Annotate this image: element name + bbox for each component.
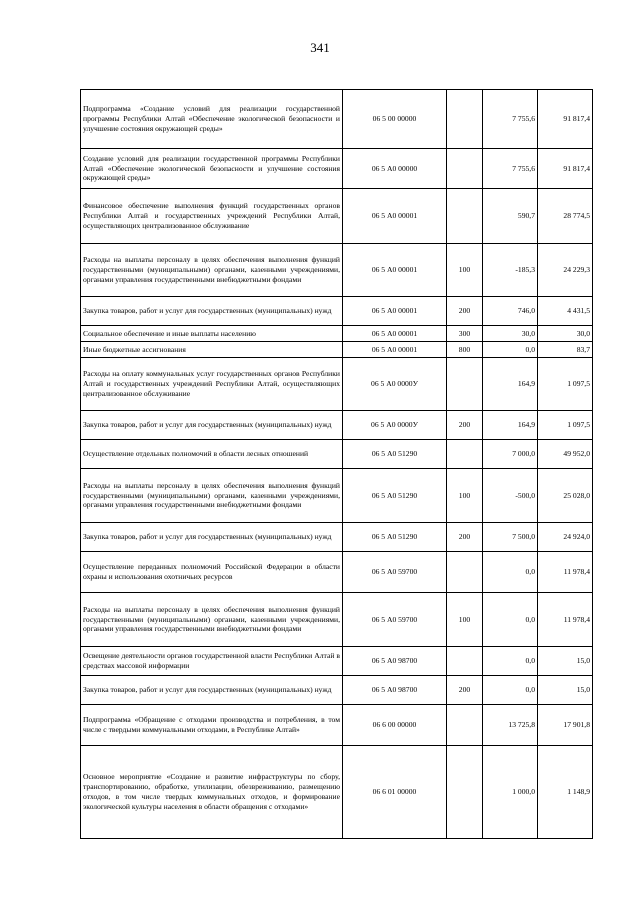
row-code: 06 5 А0 0000У <box>343 358 447 411</box>
table-row <box>81 358 593 411</box>
row-expense-type: 200 <box>447 411 483 440</box>
row-name: Расходы на оплату коммунальных услуг государственных органов Республики Алтай и государственных учреждений Республики Алтай, осуществляющих централизованное обслуживание <box>81 358 343 411</box>
table-row <box>81 411 593 440</box>
row-name: Расходы на выплаты персоналу в целях обеспечения выполнения функций государственными (муниципальными) органами, казенными учреждениями, органами управления государственными внебюджетными фондами <box>81 244 343 297</box>
row-name: Иные бюджетные ассигнования <box>81 342 343 358</box>
row-name: Осуществление переданных полномочий Российской Федерации в области охраны и использования охотничьих ресурсов <box>81 552 343 593</box>
budget-table <box>80 89 593 839</box>
row-amount-total: 83,7 <box>538 342 593 358</box>
row-amount-change: 30,0 <box>483 326 538 342</box>
row-code: 06 5 А0 98700 <box>343 676 447 705</box>
table-row <box>81 746 593 839</box>
row-amount-total: 30,0 <box>538 326 593 342</box>
row-expense-type: 800 <box>447 342 483 358</box>
row-code: 06 5 А0 51290 <box>343 469 447 523</box>
table-row <box>81 297 593 326</box>
row-expense-type <box>447 746 483 839</box>
row-expense-type <box>447 440 483 469</box>
row-expense-type: 300 <box>447 326 483 342</box>
row-amount-change: 1 000,0 <box>483 746 538 839</box>
row-expense-type: 200 <box>447 676 483 705</box>
row-amount-change: 0,0 <box>483 593 538 647</box>
row-code: 06 5 А0 51290 <box>343 440 447 469</box>
row-amount-change: 0,0 <box>483 552 538 593</box>
row-amount-total: 25 028,0 <box>538 469 593 523</box>
row-expense-type <box>447 149 483 189</box>
page-number: 341 <box>310 40 330 55</box>
row-name: Закупка товаров, работ и услуг для государственных (муниципальных) нужд <box>81 676 343 705</box>
table-row <box>81 593 593 647</box>
table-row <box>81 469 593 523</box>
row-name: Осуществление отдельных полномочий в области лесных отношений <box>81 440 343 469</box>
row-name: Основное мероприятие «Создание и развитие инфраструктуры по сбору, транспортированию, обработке, утилизации, обезвреживанию, размещению отходов, в том числе твердых коммунальных отходов, и формирование экологической культуры населения в области обращения с отходами» <box>81 746 343 839</box>
row-amount-change: 13 725,8 <box>483 705 538 746</box>
row-amount-total: 28 774,5 <box>538 189 593 244</box>
row-code: 06 5 А0 59700 <box>343 552 447 593</box>
table-row <box>81 676 593 705</box>
row-code: 06 5 А0 98700 <box>343 647 447 676</box>
row-code: 06 5 А0 00001 <box>343 189 447 244</box>
row-code: 06 5 А0 00001 <box>343 342 447 358</box>
row-expense-type <box>447 705 483 746</box>
table-row <box>81 552 593 593</box>
row-amount-change: 746,0 <box>483 297 538 326</box>
row-amount-total: 91 817,4 <box>538 149 593 189</box>
row-amount-total: 15,0 <box>538 647 593 676</box>
table-row <box>81 326 593 342</box>
row-amount-change: 7 000,0 <box>483 440 538 469</box>
table-row <box>81 189 593 244</box>
row-amount-total: 24 229,3 <box>538 244 593 297</box>
row-amount-change: 164,9 <box>483 358 538 411</box>
row-amount-change: 7 755,6 <box>483 149 538 189</box>
row-expense-type: 100 <box>447 469 483 523</box>
row-code: 06 6 01 00000 <box>343 746 447 839</box>
row-expense-type <box>447 189 483 244</box>
table-row <box>81 440 593 469</box>
row-amount-total: 15,0 <box>538 676 593 705</box>
row-amount-total: 91 817,4 <box>538 90 593 149</box>
row-amount-change: 164,9 <box>483 411 538 440</box>
row-code: 06 5 А0 0000У <box>343 411 447 440</box>
row-code: 06 5 А0 00000 <box>343 149 447 189</box>
table-row <box>81 705 593 746</box>
row-amount-total: 1 097,5 <box>538 411 593 440</box>
table-row <box>81 647 593 676</box>
row-expense-type: 200 <box>447 523 483 552</box>
row-amount-change: 590,7 <box>483 189 538 244</box>
row-expense-type: 200 <box>447 297 483 326</box>
table-row <box>81 149 593 189</box>
row-name: Освещение деятельности органов государственной власти Республики Алтай в средствах массовой информации <box>81 647 343 676</box>
row-expense-type <box>447 552 483 593</box>
row-amount-change: 0,0 <box>483 676 538 705</box>
row-name: Расходы на выплаты персоналу в целях обеспечения выполнения функций государственными (муниципальными) органами, казенными учреждениями, органами управления государственными внебюджетными фондами <box>81 469 343 523</box>
row-amount-change: 7 500,0 <box>483 523 538 552</box>
row-amount-total: 1 097,5 <box>538 358 593 411</box>
row-code: 06 6 00 00000 <box>343 705 447 746</box>
table-row <box>81 523 593 552</box>
row-name: Социальное обеспечение и иные выплаты населению <box>81 326 343 342</box>
row-expense-type: 100 <box>447 244 483 297</box>
row-name: Финансовое обеспечение выполнения функций государственных органов Республики Алтай и государственных учреждений Республики Алтай, осуществляющих централизованное обслуживание <box>81 189 343 244</box>
row-name: Закупка товаров, работ и услуг для государственных (муниципальных) нужд <box>81 523 343 552</box>
row-code: 06 5 А0 00001 <box>343 297 447 326</box>
row-amount-change: 0,0 <box>483 647 538 676</box>
row-name: Создание условий для реализации государственной программы Республики Алтай «Обеспечение экологической безопасности и улучшение состояния окружающей среды» <box>81 149 343 189</box>
row-amount-total: 24 924,0 <box>538 523 593 552</box>
row-code: 06 5 А0 00001 <box>343 326 447 342</box>
row-amount-total: 4 431,5 <box>538 297 593 326</box>
row-name: Расходы на выплаты персоналу в целях обеспечения выполнения функций государственными (муниципальными) органами, казенными учреждениями, органами управления государственными внебюджетными фондами <box>81 593 343 647</box>
row-amount-total: 49 952,0 <box>538 440 593 469</box>
row-code: 06 5 А0 51290 <box>343 523 447 552</box>
table-row <box>81 90 593 149</box>
row-code: 06 5 00 00000 <box>343 90 447 149</box>
row-expense-type <box>447 358 483 411</box>
row-name: Закупка товаров, работ и услуг для государственных (муниципальных) нужд <box>81 411 343 440</box>
table-row <box>81 244 593 297</box>
row-amount-total: 17 901,8 <box>538 705 593 746</box>
row-amount-total: 11 978,4 <box>538 552 593 593</box>
row-code: 06 5 А0 59700 <box>343 593 447 647</box>
row-name: Подпрограмма «Создание условий для реализации государственной программы Республики Алтай «Обеспечение экологической безопасности и улучшение состояния окружающей среды» <box>81 90 343 149</box>
row-expense-type <box>447 90 483 149</box>
row-amount-change: 7 755,6 <box>483 90 538 149</box>
row-amount-change: -500,0 <box>483 469 538 523</box>
row-code: 06 5 А0 00001 <box>343 244 447 297</box>
row-name: Подпрограмма «Обращение с отходами производства и потребления, в том числе с твердыми коммунальными отходами, в Республике Алтай» <box>81 705 343 746</box>
budget-table-body <box>81 90 593 839</box>
row-amount-change: -185,3 <box>483 244 538 297</box>
row-expense-type: 100 <box>447 593 483 647</box>
row-amount-change: 0,0 <box>483 342 538 358</box>
row-amount-total: 11 978,4 <box>538 593 593 647</box>
row-name: Закупка товаров, работ и услуг для государственных (муниципальных) нужд <box>81 297 343 326</box>
table-row <box>81 342 593 358</box>
row-expense-type <box>447 647 483 676</box>
row-amount-total: 1 148,9 <box>538 746 593 839</box>
